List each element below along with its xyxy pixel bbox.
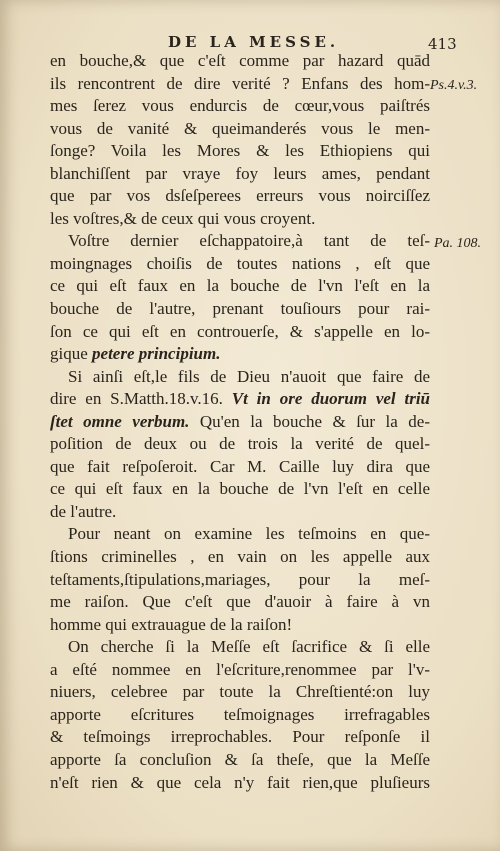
text-line bbox=[50, 388, 430, 411]
text-span: les voſtres,& de ceux qui vous croyent. bbox=[50, 208, 316, 228]
text-span: a eſté nommee en l'eſcriture,renommee par l'v- bbox=[50, 659, 430, 679]
text-line bbox=[50, 140, 430, 163]
text-line bbox=[50, 95, 430, 118]
text-line bbox=[50, 704, 430, 727]
text-line bbox=[50, 411, 430, 434]
text-line bbox=[50, 118, 430, 141]
text-span: poſition de deux ou de trois la verité de quel- bbox=[50, 434, 430, 454]
text-line bbox=[50, 591, 430, 614]
text-span: Qu'en la bouche & ſur la de- bbox=[189, 411, 430, 431]
text-span: que fait reſpoſeroit. Car M. Caille luy dira que bbox=[50, 456, 430, 476]
text-span: gique bbox=[50, 344, 93, 364]
text-span: bouche de l'autre, prenant touſiours pour rai- bbox=[50, 299, 430, 319]
running-title: DE LA MESSE. bbox=[168, 33, 340, 51]
text-span: ce qui eſt faux en la bouche de l'vn l'eſt en la bbox=[50, 276, 430, 296]
text-span: On cherche ſi la Meſſe eſt ſacrifice & ſi elle bbox=[68, 637, 430, 657]
text-span: n'eſt rien & que cela n'y fait rien,que pluſieurs bbox=[50, 772, 430, 792]
text-span: Si ainſi eſt,le fils de Dieu n'auoit que faire de bbox=[68, 366, 430, 386]
italic-phrase: petere principium. bbox=[92, 344, 221, 364]
text-span: ils rencontrent de dire verité ? Enfans des hom- bbox=[50, 73, 430, 93]
text-line bbox=[50, 636, 430, 659]
text-span: Voſtre dernier eſchappatoire,à tant de teſ- bbox=[68, 231, 430, 251]
text-line bbox=[50, 321, 430, 344]
text-span: dire en S.Matth.18.v.16. bbox=[50, 389, 232, 409]
text-line bbox=[50, 569, 430, 592]
text-span: niuers, celebree par toute la Chreſtienté:on luy bbox=[50, 682, 430, 702]
text-span: teſtaments,ſtipulations,mariages, pour la meſ- bbox=[50, 569, 430, 589]
text-span: apporte ſa concluſion & ſa theſe, que la Meſſe bbox=[50, 749, 430, 769]
text-line bbox=[50, 185, 430, 208]
text-line bbox=[50, 230, 430, 253]
text-span: ſtions criminelles , en vain on les appelle aux bbox=[50, 547, 430, 567]
text-line bbox=[50, 478, 430, 501]
italic-phrase: ſtet omne verbum. bbox=[50, 411, 190, 431]
text-line bbox=[50, 614, 430, 637]
text-line bbox=[50, 50, 430, 73]
text-line bbox=[50, 366, 430, 389]
text-line bbox=[50, 253, 430, 276]
text-span: me raiſon. Que c'eſt que d'auoir à faire à vn bbox=[50, 592, 430, 612]
text-span: moingnages choiſis de toutes nations , eſt que bbox=[50, 253, 430, 273]
text-span: & teſmoings irreprochables. Pour reſponſe il bbox=[50, 727, 430, 747]
text-line bbox=[50, 433, 430, 456]
text-line bbox=[50, 298, 430, 321]
text-line bbox=[50, 681, 430, 704]
text-line bbox=[50, 163, 430, 186]
body-text bbox=[50, 50, 430, 794]
text-line bbox=[50, 73, 430, 96]
text-line bbox=[50, 546, 430, 569]
italic-phrase: Vt in ore duorum vel triū bbox=[231, 389, 430, 409]
text-line bbox=[50, 275, 430, 298]
text-line bbox=[50, 343, 430, 366]
text-line bbox=[50, 208, 430, 231]
text-line bbox=[50, 726, 430, 749]
text-span: blanchiſſent par vraye foy leurs ames, pendant bbox=[50, 163, 430, 183]
text-line bbox=[50, 749, 430, 772]
text-span: de l'autre. bbox=[50, 501, 117, 521]
text-span: en bouche,& que c'eſt comme par hazard quād bbox=[50, 51, 430, 70]
text-span: vous de vanité & queimanderés vous le men- bbox=[50, 118, 430, 138]
text-span: que par vos dsſeſperees erreurs vous noirciſſez bbox=[50, 186, 430, 206]
text-line bbox=[50, 523, 430, 546]
text-span: mes ſerez vous endurcis de cœur,vous paiſtrés bbox=[50, 96, 430, 116]
text-span: homme qui extrauague de la raiſon! bbox=[50, 614, 293, 634]
text-span: Pour neant on examine les teſmoins en que- bbox=[68, 524, 430, 544]
text-span: ſon ce qui eſt en controuerſe, & s'appelle en lo- bbox=[50, 321, 430, 341]
text-span: ſonge? Voila les Mores & les Ethiopiens qui bbox=[50, 141, 430, 161]
text-line bbox=[50, 772, 430, 795]
text-line bbox=[50, 456, 430, 479]
text-span: ce qui eſt faux en la bouche de l'vn l'eſt en celle bbox=[50, 479, 430, 499]
text-line bbox=[50, 501, 430, 524]
text-span: apporte eſcritures teſmoignages irrefragables bbox=[50, 704, 430, 724]
page-number: 413 bbox=[428, 35, 457, 53]
text-line bbox=[50, 659, 430, 682]
margin-note-psalm-108: Pa. 108. bbox=[434, 236, 482, 251]
margin-note-psalm: Ps.4.v.3. bbox=[430, 78, 478, 93]
